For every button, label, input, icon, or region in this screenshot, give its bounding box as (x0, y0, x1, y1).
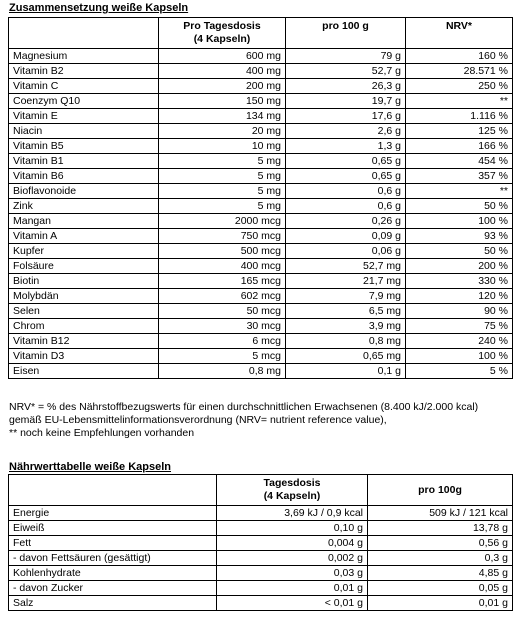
composition-row-cell: 5 mcg (159, 349, 286, 364)
composition-row-cell: 19,7 g (286, 94, 406, 109)
nutrition-row (9, 551, 513, 566)
composition-row (9, 319, 513, 334)
composition-row-cell: 200 % (406, 259, 513, 274)
nutrition-row (9, 536, 513, 551)
composition-row-cell: 0,65 g (286, 154, 406, 169)
nutrition-row-cell: 0,03 g (217, 566, 368, 581)
composition-row-cell: Vitamin B12 (9, 334, 159, 349)
composition-row-cell: 240 % (406, 334, 513, 349)
composition-row-cell: Molybdän (9, 289, 159, 304)
nutrition-row-cell: 0,01 g (368, 596, 513, 611)
composition-row-cell: 0,09 g (286, 229, 406, 244)
composition-row-cell: 100 % (406, 349, 513, 364)
nutrition-row-cell: < 0,01 g (217, 596, 368, 611)
composition-row-cell: 250 % (406, 79, 513, 94)
composition-row-cell: 2,6 g (286, 124, 406, 139)
composition-row-cell: 0,1 g (286, 364, 406, 379)
composition-row-cell: 26,3 g (286, 79, 406, 94)
nutrition-row-cell: Salz (9, 596, 217, 611)
nutrition-row-cell: - davon Zucker (9, 581, 217, 596)
composition-row-cell: Coenzym Q10 (9, 94, 159, 109)
composition-row-cell: 3,9 mg (286, 319, 406, 334)
composition-row-cell: 6 mcg (159, 334, 286, 349)
composition-row-cell: 52,7 g (286, 64, 406, 79)
composition-row (9, 109, 513, 124)
composition-row-cell: Vitamin E (9, 109, 159, 124)
composition-row (9, 214, 513, 229)
composition-row-cell: Chrom (9, 319, 159, 334)
composition-row-cell: 400 mg (159, 64, 286, 79)
composition-row-cell: Vitamin C (9, 79, 159, 94)
composition-row (9, 244, 513, 259)
composition-row (9, 259, 513, 274)
composition-row-cell: 160 % (406, 49, 513, 64)
nutrition-row (9, 596, 513, 611)
nutrition-row-cell: 0,002 g (217, 551, 368, 566)
composition-table (8, 17, 513, 379)
composition-row-cell: Vitamin B2 (9, 64, 159, 79)
composition-row-cell: ** (406, 184, 513, 199)
composition-row-cell: 125 % (406, 124, 513, 139)
composition-row (9, 169, 513, 184)
nutrition-table (8, 474, 513, 611)
composition-row (9, 154, 513, 169)
nutrition-header-row (9, 475, 513, 506)
composition-row-cell: Vitamin B1 (9, 154, 159, 169)
composition-row-cell: 500 mcg (159, 244, 286, 259)
composition-row (9, 349, 513, 364)
composition-row-cell: Vitamin A (9, 229, 159, 244)
nutrition-row-cell: 0,3 g (368, 551, 513, 566)
composition-row (9, 49, 513, 64)
composition-row-cell: 0,8 mg (286, 334, 406, 349)
nutrition-row-cell: 0,01 g (217, 581, 368, 596)
nutrition-row-cell: 3,69 kJ / 0,9 kcal (217, 506, 368, 521)
composition-row (9, 199, 513, 214)
composition-row-cell: 0,06 g (286, 244, 406, 259)
header-ingredient (9, 18, 159, 49)
composition-row-cell: Biotin (9, 274, 159, 289)
composition-row-cell: 400 mcg (159, 259, 286, 274)
nutrition-row-cell: 0,004 g (217, 536, 368, 551)
composition-row (9, 94, 513, 109)
composition-row-cell: 330 % (406, 274, 513, 289)
composition-row (9, 364, 513, 379)
header-daily-dose-line1: Pro Tagesdosis (183, 20, 261, 32)
nutrition-row (9, 506, 513, 521)
composition-row-cell: 52,7 mg (286, 259, 406, 274)
composition-row-cell: 50 % (406, 199, 513, 214)
nutrition-row (9, 566, 513, 581)
composition-row (9, 289, 513, 304)
composition-row-cell: Magnesium (9, 49, 159, 64)
composition-row-cell: 21,7 mg (286, 274, 406, 289)
composition-row (9, 79, 513, 94)
composition-table-title: Zusammensetzung weiße Kapseln (9, 2, 189, 14)
nutrition-row-cell: 0,56 g (368, 536, 513, 551)
composition-row-cell: 0,8 mg (159, 364, 286, 379)
header-daily-dose (217, 475, 368, 506)
composition-row-cell: 79 g (286, 49, 406, 64)
composition-row-cell: Vitamin B6 (9, 169, 159, 184)
composition-row-cell: 10 mg (159, 139, 286, 154)
composition-row-cell: Selen (9, 304, 159, 319)
composition-row (9, 139, 513, 154)
composition-row-cell: 120 % (406, 289, 513, 304)
composition-row-cell: 17,6 g (286, 109, 406, 124)
composition-row-cell: Folsäure (9, 259, 159, 274)
composition-row-cell: 5 mg (159, 154, 286, 169)
composition-row (9, 304, 513, 319)
composition-row-cell: 6,5 mg (286, 304, 406, 319)
header-per-100g: pro 100 g (286, 18, 406, 49)
nutrition-row-cell: 0,05 g (368, 581, 513, 596)
header-nutrient (9, 475, 217, 506)
composition-row-cell: 50 % (406, 244, 513, 259)
composition-row-cell: 2000 mcg (159, 214, 286, 229)
header-per-100g: pro 100g (368, 475, 513, 506)
composition-row (9, 184, 513, 199)
composition-row-cell: 134 mg (159, 109, 286, 124)
footnote-line: gemäß EU-Lebensmittelinformationsverordnung (NRV= nutrient reference value), (9, 414, 387, 426)
composition-row-cell: 93 % (406, 229, 513, 244)
nutrition-row-cell: Eiweiß (9, 521, 217, 536)
composition-row (9, 274, 513, 289)
nutrition-table-body (9, 506, 513, 611)
composition-row-cell: 30 mcg (159, 319, 286, 334)
composition-row-cell: 1.116 % (406, 109, 513, 124)
composition-row-cell: 90 % (406, 304, 513, 319)
composition-row-cell: 20 mg (159, 124, 286, 139)
composition-row-cell: 7,9 mg (286, 289, 406, 304)
composition-row-cell: 0,6 g (286, 199, 406, 214)
composition-row-cell: Zink (9, 199, 159, 214)
nutrition-table-title: Nährwerttabelle weiße Kapseln (9, 461, 171, 473)
composition-row-cell: 0,65 g (286, 169, 406, 184)
composition-row-cell: ** (406, 94, 513, 109)
footnote-line: ** noch keine Empfehlungen vorhanden (9, 427, 195, 439)
nrv-footnote (9, 401, 478, 440)
composition-row-cell: 200 mg (159, 79, 286, 94)
composition-row (9, 64, 513, 79)
nutrition-row-cell: 13,78 g (368, 521, 513, 536)
composition-row-cell: 5 % (406, 364, 513, 379)
footnote-line: NRV* = % des Nährstoffbezugswerts für einen durchschnittlichen Erwachsenen (8.400 kJ/2.000 kcal) (9, 401, 479, 413)
composition-row-cell: Kupfer (9, 244, 159, 259)
nutrition-row-cell: 0,10 g (217, 521, 368, 536)
composition-row-cell: 357 % (406, 169, 513, 184)
composition-row-cell: Bioflavonoide (9, 184, 159, 199)
header-daily-dose (159, 18, 286, 49)
nutrition-row-cell: Energie (9, 506, 217, 521)
composition-row-cell: Mangan (9, 214, 159, 229)
composition-row-cell: 5 mg (159, 184, 286, 199)
composition-row (9, 334, 513, 349)
composition-row-cell: 454 % (406, 154, 513, 169)
composition-row-cell: 5 mg (159, 199, 286, 214)
composition-row-cell: 750 mcg (159, 229, 286, 244)
composition-row-cell: 166 % (406, 139, 513, 154)
nutrition-row-cell: 4,85 g (368, 566, 513, 581)
composition-row-cell: 100 % (406, 214, 513, 229)
composition-header-row (9, 18, 513, 49)
composition-row-cell: 50 mcg (159, 304, 286, 319)
header-daily-dose-line2: (4 Kapseln) (263, 490, 321, 502)
composition-row (9, 229, 513, 244)
composition-row-cell: 0,26 g (286, 214, 406, 229)
composition-row-cell: 1,3 g (286, 139, 406, 154)
composition-row (9, 124, 513, 139)
nutrition-row-cell: 509 kJ / 121 kcal (368, 506, 513, 521)
header-daily-dose-line2: (4 Kapseln) (193, 33, 251, 45)
composition-row-cell: Vitamin D3 (9, 349, 159, 364)
composition-row-cell: 5 mg (159, 169, 286, 184)
nutrition-row (9, 581, 513, 596)
nutrition-row-cell: - davon Fettsäuren (gesättigt) (9, 551, 217, 566)
composition-row-cell: 150 mg (159, 94, 286, 109)
composition-row-cell: 600 mg (159, 49, 286, 64)
composition-row-cell: 0,65 mg (286, 349, 406, 364)
nutrition-row (9, 521, 513, 536)
composition-row-cell: 0,6 g (286, 184, 406, 199)
nutrition-row-cell: Kohlenhydrate (9, 566, 217, 581)
header-daily-dose-line1: Tagesdosis (263, 477, 321, 489)
composition-row-cell: 75 % (406, 319, 513, 334)
composition-table-body (9, 49, 513, 379)
composition-row-cell: 602 mcg (159, 289, 286, 304)
composition-row-cell: Vitamin B5 (9, 139, 159, 154)
composition-row-cell: 165 mcg (159, 274, 286, 289)
nutrition-row-cell: Fett (9, 536, 217, 551)
composition-row-cell: Niacin (9, 124, 159, 139)
composition-row-cell: Eisen (9, 364, 159, 379)
header-nrv: NRV* (406, 18, 513, 49)
composition-row-cell: 28.571 % (406, 64, 513, 79)
